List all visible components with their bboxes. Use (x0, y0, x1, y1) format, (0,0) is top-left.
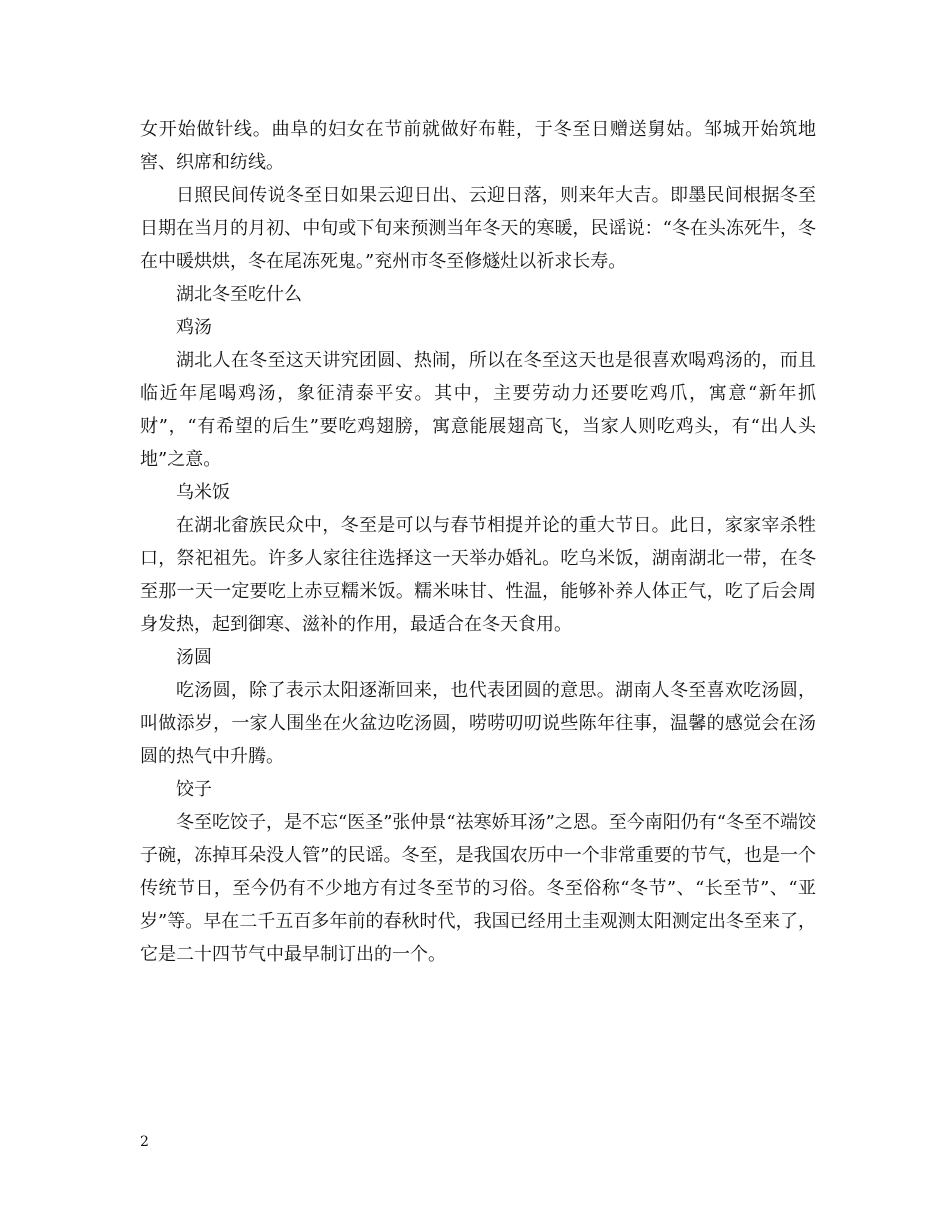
page-number: 2 (140, 1134, 149, 1150)
subheading-black-rice: 乌米饭 (176, 482, 230, 503)
subheading-dumplings: 饺子 (176, 779, 212, 800)
paragraph-tangyuan: 吃汤圆，除了表示太阳逐渐回来，也代表团圆的意思。湖南人冬至喜欢吃汤圆，叫做添岁，一家人围坐在火盆边吃汤圆，唠唠叨叨说些陈年往事，温馨的感觉会在汤圆的热气中升腾。 (140, 680, 816, 767)
paragraph-black-rice: 在湖北畲族民众中，冬至是可以与春节相提并论的重大节日。此日，家家宰杀牲口，祭祀祖先。许多人家往往选择这一天举办婚礼。吃乌米饭，湖南湖北一带，在冬至那一天一定要吃上赤豆糯米饭。糯米味甘、性温，能够补养人体正气，吃了后会周身发热，起到御寒、滋补的作用，最适合在冬天食用。 (140, 515, 816, 635)
subheading-tangyuan: 汤圆 (176, 647, 212, 668)
paragraph-dumplings: 冬至吃饺子，是不忘“医圣”张仲景“祛寒娇耳汤”之恩。至今南阳仍有“冬至不端饺子碗，冻掉耳朵没人管”的民谣。冬至，是我国农历中一个非常重要的节气，也是一个传统节日，至今仍有不少地方有过冬至节的习俗。冬至俗称“冬节”、“长至节”、“亚岁”等。早在二千五百多年前的春秋时代，我国已经用土圭观测太阳测定出冬至来了，它是二十四节气中最早制订出的一个。 (140, 812, 817, 965)
paragraph-continuation: 女开始做针线。曲阜的妇女在节前就做好布鞋，于冬至日赠送舅姑。邹城开始筑地窖、织席和纺线。 (140, 119, 816, 173)
subheading-chicken-soup: 鸡汤 (176, 317, 212, 338)
document-body (140, 113, 816, 971)
section-heading-hubei: 湖北冬至吃什么 (176, 284, 302, 305)
paragraph-chicken-soup: 湖北人在冬至这天讲究团圆、热闹，所以在冬至这天也是很喜欢喝鸡汤的，而且临近年尾喝鸡汤，象征清泰平安。其中，主要劳动力还要吃鸡爪，寓意“新年抓财”，“有希望的后生”要吃鸡翅膀，寓意能展翅高飞，当家人则吃鸡头，有“出人头地”之意。 (140, 350, 816, 470)
paragraph-rizhao: 日照民间传说冬至日如果云迎日出、云迎日落，则来年大吉。即墨民间根据冬至日期在当月的月初、中旬或下旬来预测当年冬天的寒暖，民谣说：“冬在头冻死牛，冬在中暖烘烘，冬在尾冻死鬼。”兖州市冬至修燧灶以祈求长寿。 (140, 185, 816, 272)
